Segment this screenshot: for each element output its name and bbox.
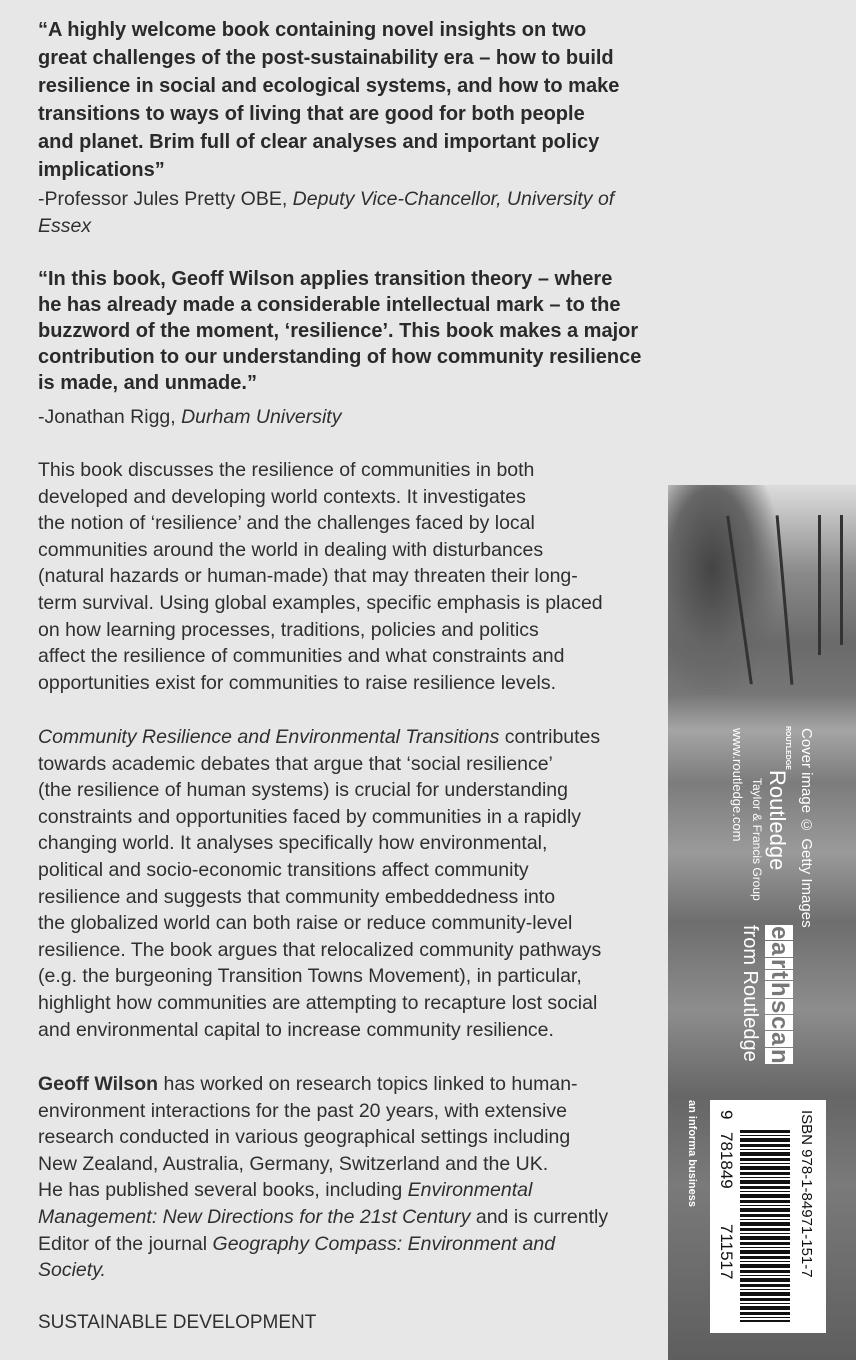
text-segment: communities around the world in dealing with disturbances — [38, 538, 544, 561]
text-segment: Management: New Directions for the 21st Century — [38, 1205, 471, 1228]
text-segment: highlight how communities are attempting to recapture lost social — [38, 991, 598, 1014]
text-segment: and is currently — [470, 1205, 609, 1228]
text-line — [38, 1151, 658, 1178]
text-line — [38, 457, 658, 484]
text-line — [38, 1098, 658, 1125]
earthscan-letter: t — [766, 971, 793, 980]
text-segment: Geography Compass: Environment and — [212, 1232, 556, 1255]
text-line — [38, 590, 658, 617]
text-line: resilience in social and ecological systems, and how to make — [38, 75, 620, 97]
earthscan-letter: a — [766, 1032, 793, 1046]
text-line — [38, 830, 658, 857]
text-line — [38, 1177, 658, 1204]
text-segment: Geoff Wilson — [38, 1073, 159, 1095]
taylor-francis-label: Taylor & Francis Group — [750, 778, 764, 901]
text-line: is made, and unmade.” — [38, 372, 257, 394]
informa-label: an informa business — [686, 1100, 698, 1207]
text-line — [38, 884, 658, 911]
text-segment: (e.g. the burgeoning Transition Towns Movement), in particular, — [38, 965, 582, 988]
text-line: implications” — [38, 159, 165, 181]
text-segment: Essex — [38, 215, 92, 237]
text-segment: He has published several books, including — [38, 1179, 408, 1202]
website-url: www.routledge.com — [730, 728, 745, 842]
text-line — [38, 990, 658, 1017]
text-segment: resilience. The book argues that relocalized community pathways — [38, 938, 602, 961]
earthscan-letter: s — [766, 999, 793, 1014]
text-line — [38, 1124, 658, 1151]
text-segment: Society. — [38, 1259, 106, 1282]
text-line — [38, 937, 658, 964]
text-line: and planet. Brim full of clear analyses and important policy — [38, 131, 600, 153]
text-line: he has already made a considerable intellectual mark – to the — [38, 294, 621, 316]
text-line — [38, 186, 658, 213]
earthscan-letter: a — [766, 942, 793, 956]
text-segment: Environmental — [407, 1179, 533, 1202]
cover-credit: Cover image © Getty Images — [798, 728, 815, 928]
text-line: transitions to ways of living that are good for both people — [38, 103, 585, 125]
text-line — [38, 643, 658, 670]
earthscan-letter: e — [766, 926, 793, 940]
isbn-text: ISBN 978-1-84971-151-7 — [798, 1110, 815, 1278]
text-segment: Durham University — [181, 406, 342, 428]
text-segment: opportunities exist for communities to raise resilience levels. — [38, 671, 557, 694]
routledge-wordmark: Routledge — [765, 770, 790, 871]
text-line — [38, 1257, 658, 1284]
text-segment: environment interactions for the past 20 years, with extensive — [38, 1099, 567, 1122]
barcode-digit-lead: 9 — [717, 1110, 736, 1120]
routledge-logo: ROUTLEDGE — [784, 726, 791, 770]
text-segment: on how learning processes, traditions, policies and politics — [38, 618, 539, 641]
text-line: contribution to our understanding of how community resilience — [38, 346, 642, 368]
category-label: SUSTAINABLE DEVELOPMENT — [38, 1312, 317, 1333]
text-segment: contributes — [499, 726, 601, 748]
text-line — [38, 670, 658, 697]
text-segment: This book discusses the resilience of communities in both — [38, 459, 535, 481]
text-line — [38, 617, 658, 644]
text-segment: changing world. It analyses specifically how environmental, — [38, 832, 548, 855]
earthscan-letter: n — [766, 1048, 793, 1064]
text-segment: the globalized world can both raise or reduce community-level — [38, 912, 573, 935]
isbn-barcode — [710, 1100, 826, 1333]
earthscan-logo — [765, 925, 793, 1065]
text-line — [38, 1071, 658, 1098]
text-line — [38, 404, 658, 431]
text-line — [38, 484, 658, 511]
text-segment: affect the resilience of communities and what constraints and — [38, 645, 565, 668]
earthscan-letter: h — [766, 982, 793, 997]
description-paragraph-1 — [38, 457, 658, 696]
text-segment: (natural hazards or human-made) that may threaten their long- — [38, 565, 578, 588]
text-line — [38, 1017, 658, 1044]
quote-2 — [38, 266, 658, 396]
author-bio — [38, 1071, 658, 1284]
earthscan-letter: c — [766, 1016, 793, 1030]
text-line — [38, 213, 658, 240]
text-segment: towards academic debates that argue that ‘social resilience’ — [38, 752, 553, 775]
text-segment: and environmental capital to increase community resilience. — [38, 1018, 554, 1041]
text-line — [38, 510, 658, 537]
text-line — [38, 910, 658, 937]
text-line: “A highly welcome book containing novel insights on two — [38, 19, 587, 41]
text-segment: Editor of the journal — [38, 1232, 213, 1255]
description-paragraph-2 — [38, 724, 658, 1043]
text-line — [38, 857, 658, 884]
text-line — [38, 963, 658, 990]
text-line — [38, 724, 658, 751]
text-line — [38, 804, 658, 831]
text-segment: Deputy Vice-Chancellor, University of — [292, 188, 615, 210]
quote-2-attribution — [38, 404, 658, 431]
text-line — [38, 751, 658, 778]
barcode-digits-a: 781849 — [717, 1132, 736, 1189]
from-routledge: from Routledge — [739, 925, 761, 1062]
text-line — [38, 537, 658, 564]
earthscan-letter: r — [766, 958, 793, 969]
text-segment: the notion of ‘resilience’ and the challenges faced by local — [38, 512, 535, 535]
text-line: great challenges of the post-sustainability era – how to build — [38, 47, 614, 69]
text-line: buzzword of the moment, ‘resilience’. This book makes a major — [38, 320, 639, 342]
quote-1-attribution — [38, 186, 658, 240]
text-segment: political and socio-economic transitions affect community — [38, 858, 529, 881]
text-segment: resilience and suggests that community embeddedness into — [38, 885, 556, 908]
barcode-bars — [740, 1130, 790, 1322]
text-segment: Community Resilience and Environmental Transitions — [38, 726, 500, 748]
text-segment: (the resilience of human systems) is crucial for understanding — [38, 779, 568, 802]
text-line — [38, 777, 658, 804]
text-segment: developed and developing world contexts. It investigates — [38, 485, 526, 508]
text-line — [38, 563, 658, 590]
barcode-digits-b: 711517 — [717, 1224, 736, 1280]
text-segment: research conducted in various geographical settings including — [38, 1126, 571, 1149]
text-line — [38, 1231, 658, 1258]
quote-1 — [38, 16, 658, 184]
text-line: “In this book, Geoff Wilson applies transition theory – where — [38, 268, 613, 290]
text-segment: constraints and opportunities faced by communities in a rapidly — [38, 805, 582, 828]
text-segment: has worked on research topics linked to human- — [158, 1073, 578, 1095]
text-segment: New Zealand, Australia, Germany, Switzerland and the UK. — [38, 1152, 549, 1175]
text-segment: term survival. Using global examples, specific emphasis is placed — [38, 591, 603, 614]
text-segment: -Professor Jules Pretty OBE, — [38, 188, 293, 210]
text-line — [38, 1204, 658, 1231]
text-segment: -Jonathan Rigg, — [38, 406, 182, 428]
